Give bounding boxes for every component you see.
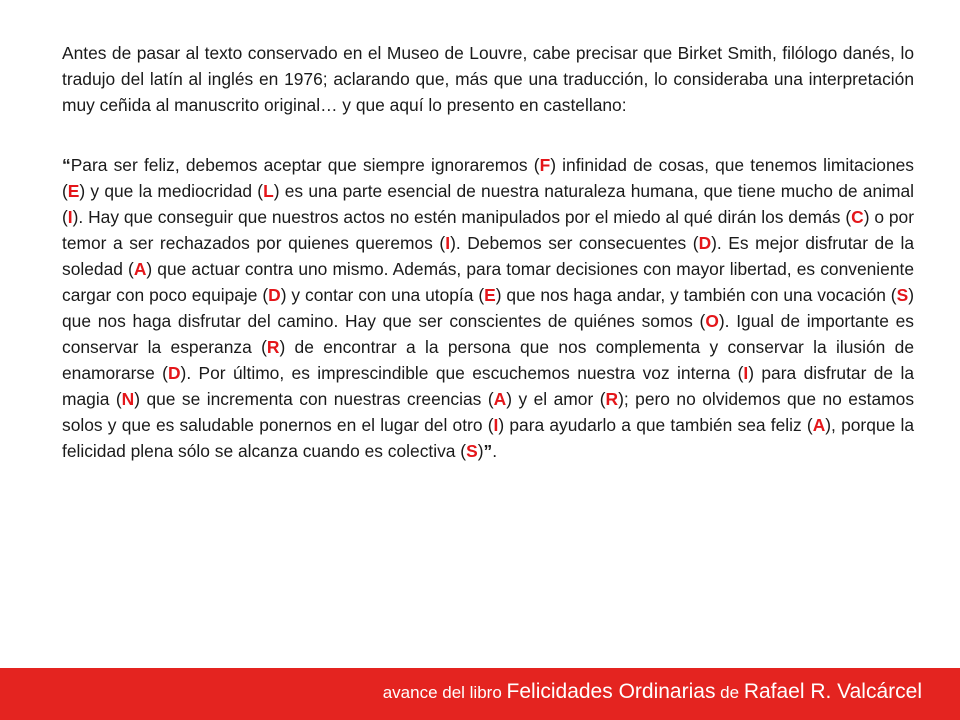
highlight-letter: I	[445, 233, 451, 253]
highlight-letter: C	[851, 207, 864, 227]
quote-text-segment: ) infinidad de cosas, que tenemos limitaciones (	[62, 155, 914, 201]
highlight-letter: D	[268, 285, 281, 305]
text-body	[62, 40, 914, 464]
quote-text-segment: ) o por temor a ser rechazados por quienes queremos (	[62, 207, 914, 253]
quote-text-segment: ). Es mejor disfrutar de la soledad (	[62, 233, 914, 279]
quote-text-segment: ) para ayudarlo a que también sea feliz (	[498, 415, 813, 435]
quote-text-segment: ) que nos haga andar, y también con una vocación (	[495, 285, 897, 305]
highlight-letter: D	[698, 233, 712, 253]
quote-text-segment: ) que actuar contra uno mismo. Además, para tomar decisiones con mayor libertad, es conveniente cargar con poco equipaje (	[62, 259, 914, 305]
highlight-letter: F	[539, 155, 551, 175]
quote-text-segment: ) es una parte esencial de nuestra naturaleza humana, que tiene mucho de animal (	[62, 181, 914, 227]
quote-text-segment: ) que se incrementa con nuestras creencias (	[134, 389, 494, 409]
highlight-letter: S	[466, 441, 478, 461]
quote-close-mark: ”	[483, 441, 493, 461]
quote-text-segment: ); pero no olvidemos que no estamos solos y que es saludable ponernos en el lugar del otro (	[62, 389, 915, 435]
highlight-letter: R	[266, 337, 280, 357]
footer-banner	[0, 668, 960, 720]
quote-open-mark: “	[62, 155, 71, 175]
quote-text-segment: ) de encontrar a la persona que nos complementa y conservar la ilusión de enamorarse (	[62, 337, 914, 383]
footer-author: Rafael R. Valcárcel	[743, 680, 922, 703]
quote-text-segment: ). Igual de importante es conservar la esperanza (	[62, 311, 914, 357]
quote-text-segment: ) para disfrutar de la magia (	[62, 363, 915, 409]
highlight-letter: A	[493, 389, 507, 409]
highlight-letter: S	[896, 285, 909, 305]
highlight-letter: N	[121, 389, 135, 409]
highlight-letter: E	[484, 285, 496, 305]
quote-text-segment: )	[477, 441, 484, 461]
footer-connector: de	[715, 683, 744, 702]
highlight-letter: O	[705, 311, 719, 331]
highlight-letter: I	[493, 415, 499, 435]
quote-text-segment: ) y el amor (	[506, 389, 606, 409]
quote-text-segment: ). Debemos ser consecuentes (	[450, 233, 699, 253]
footer-book-title: Felicidades Ordinarias	[506, 680, 716, 703]
highlight-letter: I	[743, 363, 749, 383]
highlight-letter: A	[133, 259, 147, 279]
footer-credit	[383, 680, 922, 704]
highlight-letter: L	[263, 181, 274, 201]
quote-end: .	[492, 441, 498, 461]
highlight-letter: D	[167, 363, 181, 383]
quote-text-segment: ). Hay que conseguir que nuestros actos no estén manipulados por el miedo al qué dirán los demás (	[72, 207, 852, 227]
quote-text-segment: Para ser feliz, debemos aceptar que siempre ignoraremos (	[70, 155, 540, 175]
highlight-letter: R	[605, 389, 619, 409]
quote-body	[62, 155, 914, 461]
intro-paragraph: Antes de pasar al texto conservado en el Museo de Louvre, cabe precisar que Birket Smith, filólogo danés, lo tradujo del latín al inglés en 1976; aclarando que, más que una traducción, lo consideraba una interpretación muy ceñida al manuscrito original… y que aquí lo presento en castellano:	[62, 43, 914, 115]
quote-text-segment: ), porque la felicidad plena sólo se alcanza cuando es colectiva (	[62, 415, 914, 461]
quote-text-segment: ). Por último, es imprescindible que escuchemos nuestra voz interna (	[180, 363, 744, 383]
highlight-letter: A	[812, 415, 826, 435]
quote-text-segment: ) y que la mediocridad (	[79, 181, 264, 201]
highlight-letter: E	[67, 181, 80, 201]
quote-text-segment: ) que nos haga disfrutar del camino. Hay que ser conscientes de quiénes somos (	[62, 285, 915, 331]
quote-text-segment: ) y contar con una utopía (	[280, 285, 485, 305]
quote-paragraph	[62, 152, 914, 464]
footer-prefix: avance del libro	[382, 683, 507, 702]
highlight-letter: I	[67, 207, 73, 227]
